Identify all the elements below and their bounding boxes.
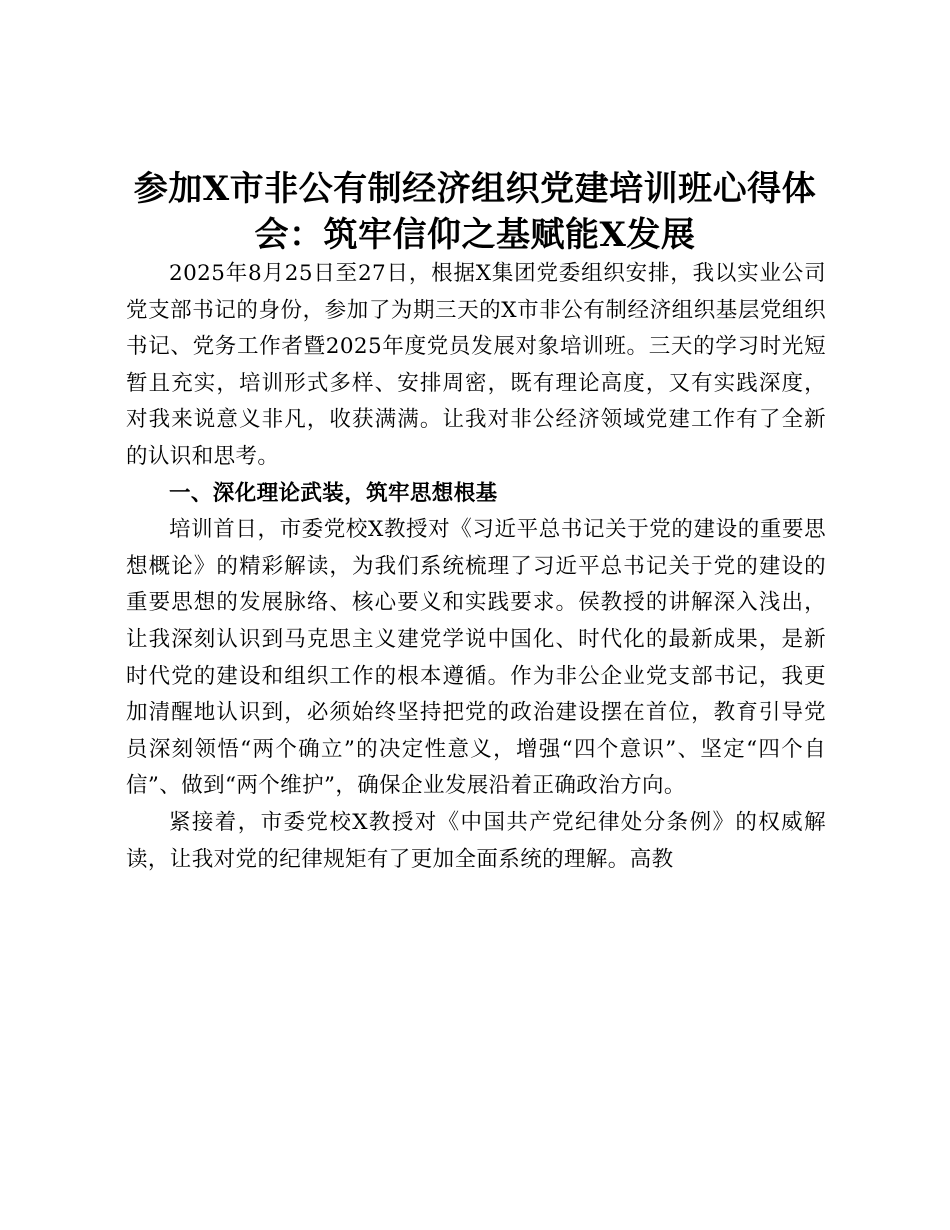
document-title: 参加X市非公有制经济组织党建培训班心得体会：筑牢信仰之基赋能X发展 [133,169,817,255]
body-paragraph: 培训首日，市委党校X教授对《习近平总书记关于党的建设的重要思想概论》的精彩解读，为我们系统梳理了习近平总书记关于党的建设的重要思想的发展脉络、核心要义和实践要求。侯教授的讲解深入浅出，让我深刻认识到马克思主义建党学说中国化、时代化的最新成果，是新时代党的建设和组织工作的根本遵循。作为非公企业党支部书记，我更加清醒地认识到，必须始终坚持把党的政治建设摆在首位，教育引导党员深刻领悟“两个确立”的决定性意义，增强“四个意识”、坚定“四个自信”、做到“两个维护”，确保企业发展沿着正确政治方向。 [126,517,826,799]
section-heading: 一、深化理论武装，筑牢思想根基 [169,480,498,506]
intro-paragraph: 2025年8月25日至27日，根据X集团党委组织安排，我以实业公司党支部书记的身份，参加了为期三天的X市非公有制经济组织基层党组织书记、党务工作者暨2025年度党员发展对象培训班。三天的学习时光短暂且充实，培训形式多样、安排周密，既有理论高度，又有实践深度，对我来说意义非凡，收获满满。让我对非公经济领域党建工作有了全新的认识和思考。 [126,261,826,469]
document-body [126,256,826,878]
body-paragraph: 紧接着，市委党校X教授对《中国共产党纪律处分条例》的权威解读，让我对党的纪律规矩有了更加全面系统的理解。高教 [126,809,826,872]
